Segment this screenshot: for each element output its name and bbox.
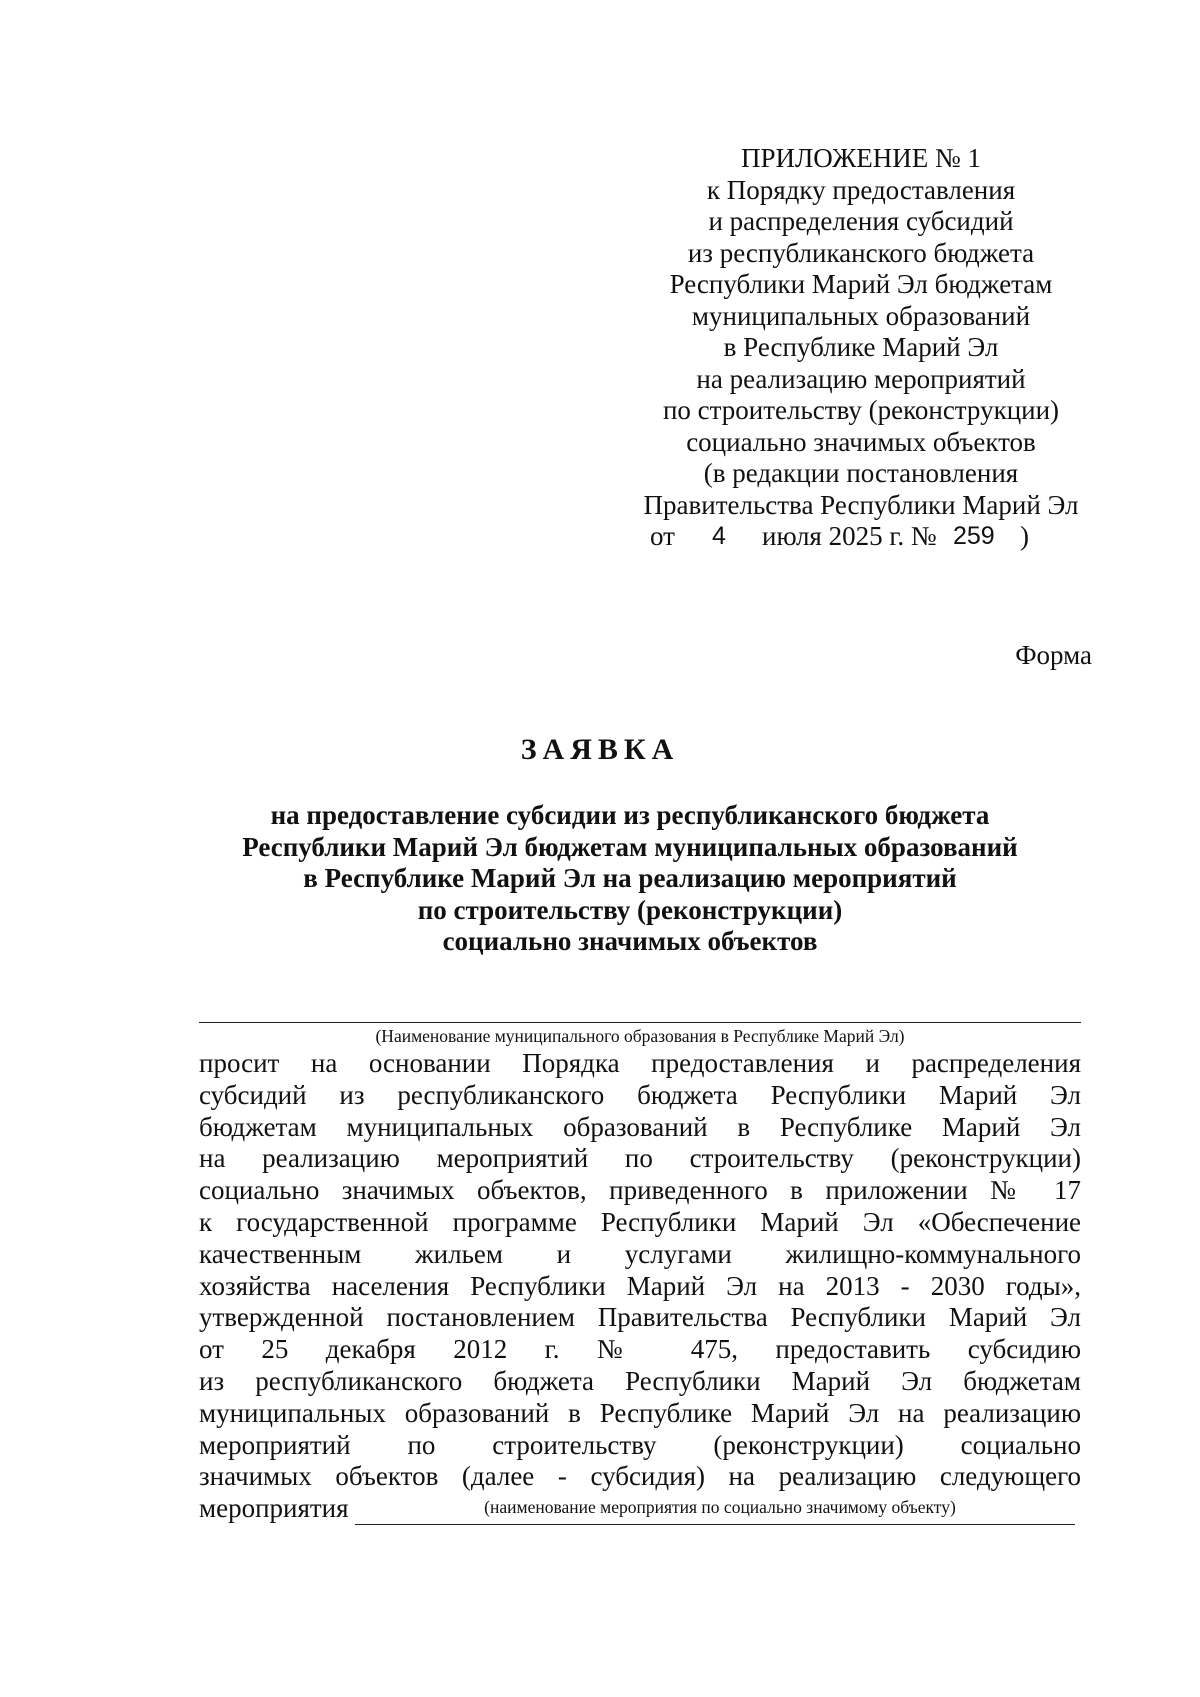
body-line: просит на основании Порядка предоставления и распределения <box>199 1048 1081 1078</box>
appendix-line: Правительства Республики Марий Эл <box>643 489 1079 520</box>
body-line: субсидий из республиканского бюджета Республики Марий Эл <box>199 1079 1081 1110</box>
appendix-line: (в редакции постановления <box>703 458 1019 488</box>
subtitle-line: Республики Марий Эл бюджетам муниципальных образований <box>242 831 1018 862</box>
body-line: значимых объектов (далее - субсидия) на реализацию следующего <box>199 1461 1081 1492</box>
body-line: социально значимых объектов, приведенного в приложении № 17 <box>199 1175 1081 1206</box>
subtitle-line: социально значимых объектов <box>442 926 818 956</box>
document-subtitle <box>130 800 1130 958</box>
request-body <box>199 1048 1081 1525</box>
document-number: 259 <box>953 522 995 550</box>
appendix-line: муниципальных образований <box>691 300 1031 331</box>
appendix-line: социально значимых объектов <box>686 426 1036 457</box>
form-label: Форма <box>1015 640 1092 670</box>
appendix-title: ПРИЛОЖЕНИЕ № 1 <box>740 143 982 173</box>
body-line: муниципальных образований в Республике Марий Эл на реализацию <box>199 1397 1081 1428</box>
body-line: к государственной программе Республики Марий Эл «Обеспечение <box>199 1206 1081 1237</box>
event-caption: (наименование мероприятия по социально значимому объекту) <box>484 1497 956 1517</box>
date-day: 4 <box>712 522 726 550</box>
appendix-date-line <box>596 521 1126 553</box>
municipality-caption: (Наименование муниципального образования в Республике Марий Эл) <box>375 1026 905 1046</box>
body-line: хозяйства населения Республики Марий Эл на 2013 - 2030 годы», <box>199 1270 1081 1301</box>
body-line: из республиканского бюджета Республики Марий Эл бюджетам <box>199 1365 1081 1396</box>
subtitle-line: на предоставление субсидии из республиканского бюджета <box>270 800 990 830</box>
body-line: на реализацию мероприятий по строительству (реконструкции) <box>199 1143 1081 1174</box>
appendix-line: в Республике Марий Эл <box>723 332 999 362</box>
date-text: июля 2025 г. № <box>762 521 937 551</box>
body-line: качественным жильем и услугами жилищно-коммунального <box>199 1238 1081 1269</box>
body-line: утвержденной постановлением Правительства Республики Марий Эл <box>199 1302 1081 1333</box>
body-line: бюджетам муниципальных образований в Республике Марий Эл <box>199 1111 1081 1142</box>
municipality-blank-line <box>199 1022 1081 1023</box>
event-label: мероприятия <box>199 1493 349 1524</box>
document-title: ЗАЯВКА <box>520 733 680 766</box>
appendix-line: и распределения субсидий <box>708 206 1014 236</box>
date-close-paren: ) <box>1020 521 1029 551</box>
subtitle-line: по строительству (реконструкции) <box>417 894 843 925</box>
appendix-header <box>596 143 1126 553</box>
date-prefix: от <box>650 521 675 551</box>
appendix-line: Республики Марий Эл бюджетам <box>669 269 1053 299</box>
subtitle-line: в Республике Марий Эл на реализацию мероприятий <box>303 863 957 893</box>
appendix-line: на реализацию мероприятий <box>696 363 1026 394</box>
body-line: мероприятий по строительству (реконструкции) социально <box>199 1429 1081 1460</box>
body-line: от 25 декабря 2012 г. № 475, предоставить субсидию <box>199 1334 1081 1365</box>
appendix-line: к Порядку предоставления <box>706 174 1016 205</box>
appendix-line: по строительству (реконструкции) <box>662 395 1060 425</box>
appendix-line: из республиканского бюджета <box>687 237 1035 268</box>
